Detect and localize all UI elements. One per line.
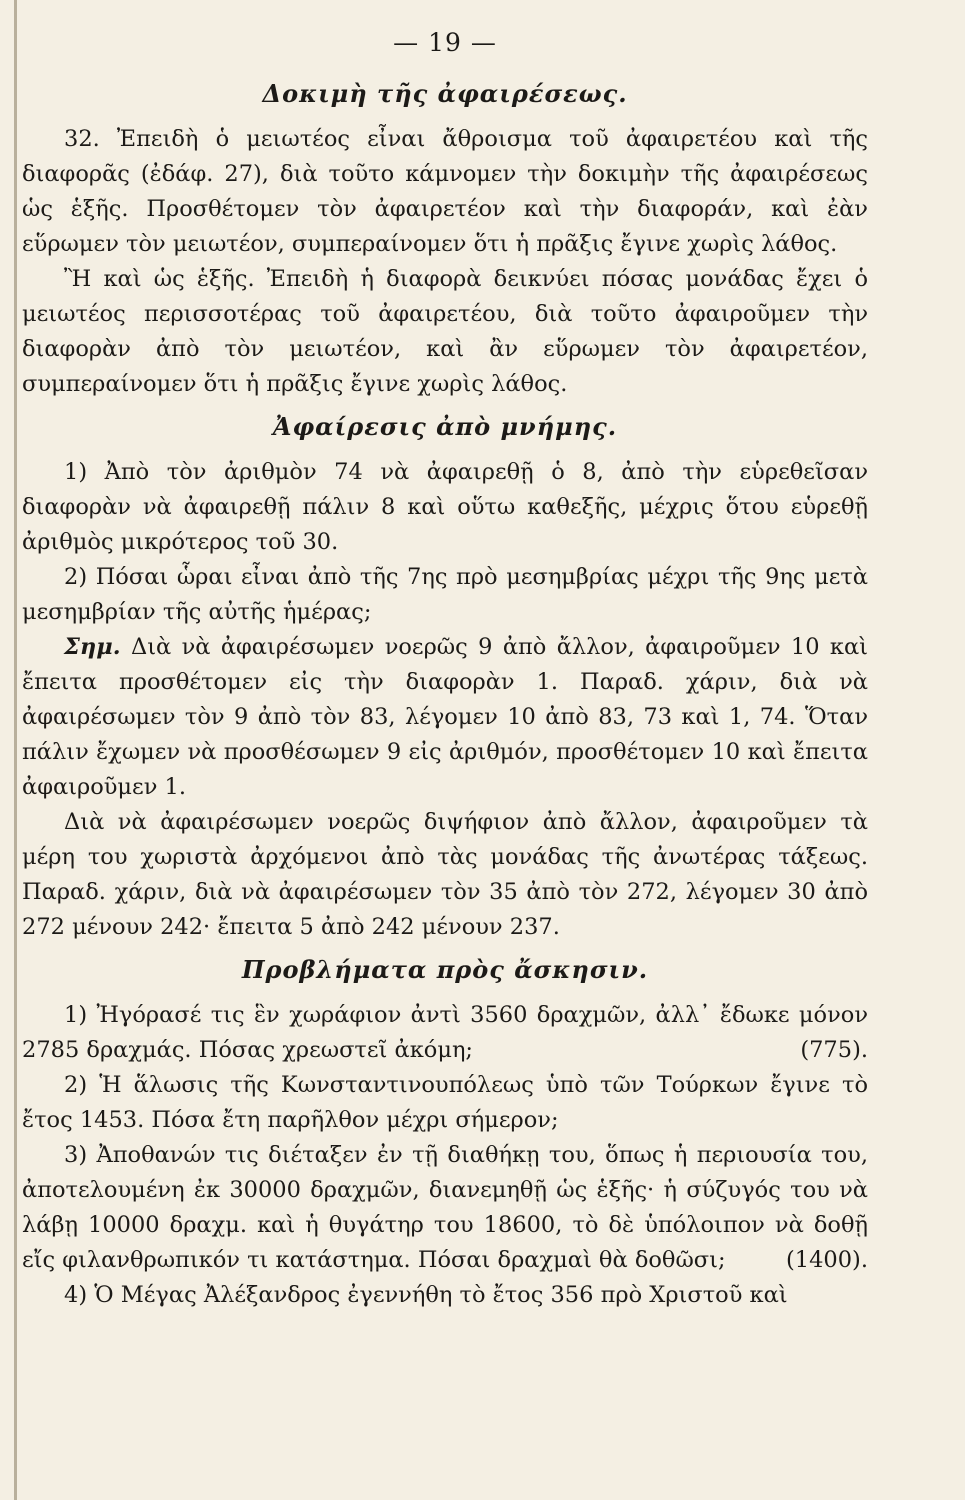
heading-problems: Προβλήματα πρὸς ἄσκησιν.	[241, 955, 649, 984]
problem-3-answer: (1400).	[786, 1247, 868, 1273]
problem-4: 4) Ὁ Μέγας Ἀλέξανδρος ἐγεννήθη τὸ ἔτος 356 πρὸ Χριστοῦ καὶ	[64, 1282, 788, 1308]
page-content	[22, 28, 868, 1313]
paragraph-mental-1: 1) Ἀπὸ τὸν ἀριθμὸν 74 νὰ ἀφαιρεθῇ ὁ 8, ἀπὸ τὴν εὑρεθεῖσαν διαφορὰν νὰ ἀφαιρεθῇ πάλιν 8 καὶ οὕτω καθεξῆς, μέχρις ὅτου εὑρεθῇ ἀριθμὸς μικρότερος τοῦ 30.	[22, 459, 868, 555]
problem-1-text: 1) Ἠγόρασέ τις ἓν χωράφιον ἀντὶ 3560 δραχμῶν, ἀλλ᾽ ἔδωκε μόνον 2785 δραχμάς. Πόσας χρεωστεῖ ἀκόμη;	[22, 1002, 868, 1063]
page-gutter-edge	[14, 0, 17, 1500]
paragraph-check-1: 32. Ἐπειδὴ ὁ μειωτέος εἶναι ἄθροισμα τοῦ ἀφαιρετέου καὶ τῆς διαφορᾶς (ἐδάφ. 27), διὰ τοῦτο κάμνομεν τὴν δοκιμὴν τῆς ἀφαιρέσεως ὡς ἑξῆς. Προσθέτομεν τὸν ἀφαιρετέον καὶ τὴν διαφοράν, καὶ ἐὰν εὕρωμεν τὸν μειωτέον, συμπεραίνομεν ὅτι ἡ πρᾶξις ἔγινε χωρὶς λάθος.	[22, 126, 868, 257]
heading-check: Δοκιμὴ τῆς ἀφαιρέσεως.	[262, 79, 628, 108]
heading-mental: Ἀφαίρεσις ἀπὸ μνήμης.	[272, 412, 618, 441]
problem-3	[22, 1138, 868, 1278]
paragraph-check-2: Ἢ καὶ ὡς ἑξῆς. Ἐπειδὴ ἡ διαφορὰ δεικνύει πόσας μονάδας ἔχει ὁ μειωτέος περισσοτέρας τοῦ ἀφαιρετέου, διὰ τοῦτο ἀφαιροῦμεν τὴν διαφορὰν ἀπὸ τὸν μειωτέον, καὶ ἂν εὕρωμεν τὸν ἀφαιρετέον, συμπεραίνομεν ὅτι ἡ πρᾶξις ἔγινε χωρὶς λάθος.	[22, 266, 868, 397]
problem-2: 2) Ἡ ἅλωσις τῆς Κωνσταντινουπόλεως ὑπὸ τῶν Τούρκων ἔγινε τὸ ἔτος 1453. Πόσα ἔτη παρῆλθον μέχρι σήμερον;	[22, 1072, 868, 1133]
paragraph-mental-4: Διὰ νὰ ἀφαιρέσωμεν νοερῶς διψήφιον ἀπὸ ἄλλον, ἀφαιροῦμεν τὰ μέρη του χωριστὰ ἀρχόμενοι ἀπὸ τὰς μονάδας τῆς ἀνωτέρας τάξεως. Παραδ. χάριν, διὰ νὰ ἀφαιρέσωμεν τὸν 35 ἀπὸ τὸν 272, λέγομεν 30 ἀπὸ 272 μένουν 242· ἔπειτα 5 ἀπὸ 242 μένουν 237.	[22, 809, 868, 940]
paragraph-mental-note	[22, 630, 868, 805]
paragraph-mental-2: 2) Πόσαι ὧραι εἶναι ἀπὸ τῆς 7ης πρὸ μεσημβρίας μέχρι τῆς 9ης μετὰ μεσημβρίαν τῆς αὐτῆς ἡμέρας;	[22, 564, 868, 625]
page-number: — 19 —	[393, 28, 497, 57]
problem-1	[22, 998, 868, 1068]
note-label: Σημ.	[64, 634, 121, 660]
note-text: Διὰ νὰ ἀφαιρέσωμεν νοερῶς 9 ἀπὸ ἄλλον, ἀφαιροῦμεν 10 καὶ ἔπειτα προσθέτομεν εἰς τὴν διαφορὰν 1. Παραδ. χάριν, διὰ νὰ ἀφαιρέσωμεν τὸν 9 ἀπὸ τὸν 83, λέγομεν 10 ἀπὸ 83, 73 καὶ 1, 74. Ὅταν πάλιν ἔχωμεν νὰ προσθέσωμεν 9 εἰς ἀριθμόν, προσθέτομεν 10 καὶ ἔπειτα ἀφαιροῦμεν 1.	[22, 634, 868, 800]
problem-1-answer: (775).	[800, 1037, 868, 1063]
problem-3-text: 3) Ἀποθανών τις διέταξεν ἐν τῇ διαθήκῃ του, ὅπως ἡ περιουσία του, ἀποτελουμένη ἐκ 30000 δραχμῶν, διανεμηθῇ ὡς ἑξῆς· ἡ σύζυγός του νὰ λάβῃ 10000 δραχμ. καὶ ἡ θυγάτηρ του 18600, τὸ δὲ ὑπόλοιπον νὰ δοθῇ εἴς φιλανθρωπικόν τι κατάστημα. Πόσαι δραχμαὶ θὰ δοθῶσι;	[22, 1142, 868, 1273]
